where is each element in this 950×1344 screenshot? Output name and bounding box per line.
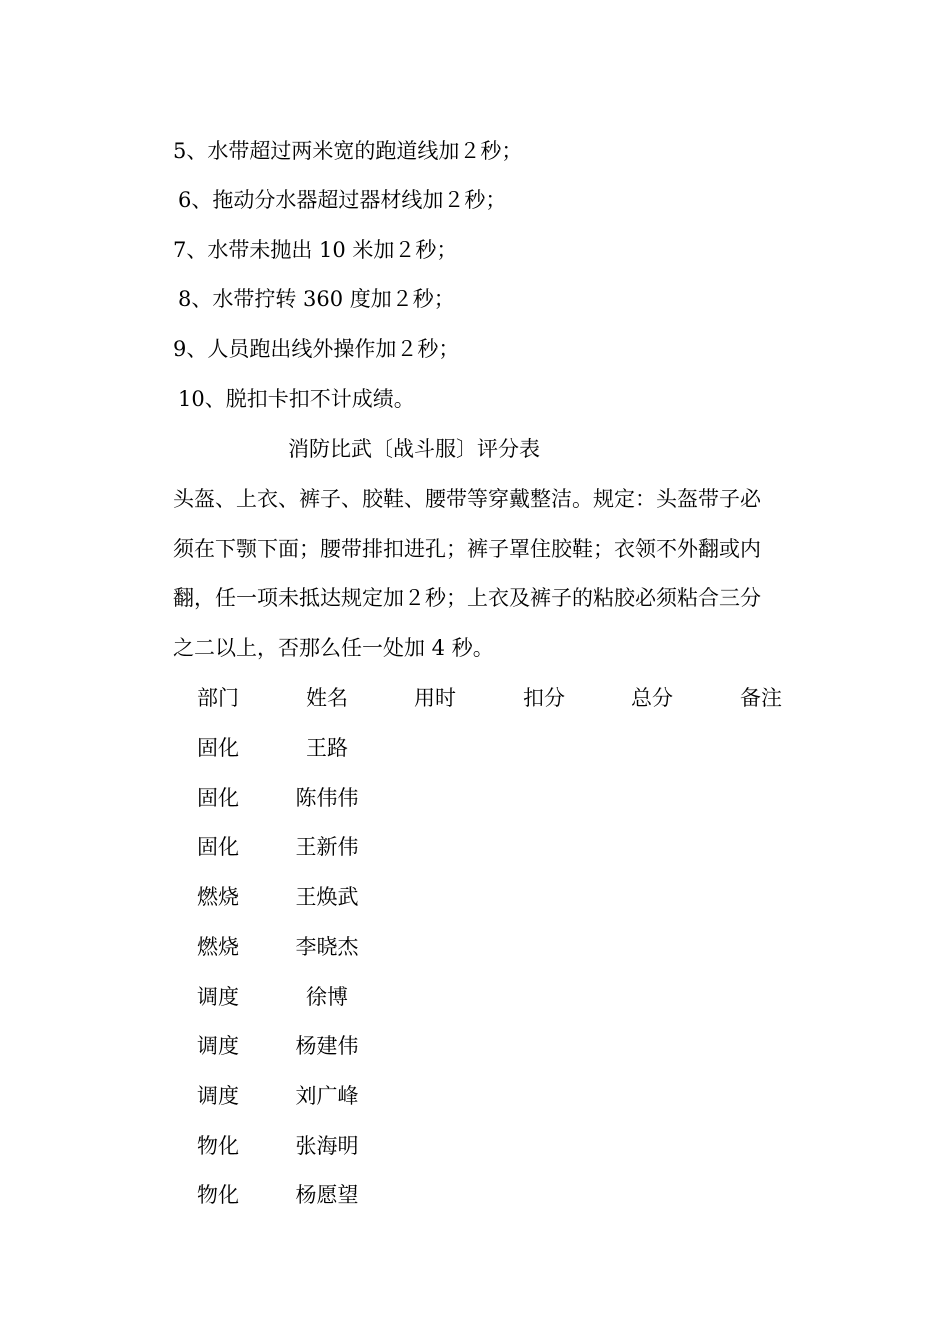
- table-cell-name: 徐博: [306, 985, 348, 1009]
- table-header-total: 总分: [631, 686, 673, 710]
- rule-item: 10、脱扣卡扣不计成绩。: [178, 387, 415, 411]
- rule-item: 5、水带超过两米宽的跑道线加２秒；: [173, 139, 523, 163]
- table-header-time: 用时: [414, 686, 456, 710]
- table-cell-department: 固化: [197, 736, 239, 760]
- table-header-name: 姓名: [306, 686, 348, 710]
- rule-item: 8、水带拧转 360 度加２秒；: [178, 287, 455, 311]
- table-cell-name: 王路: [306, 736, 348, 760]
- table-cell-department: 固化: [197, 835, 239, 859]
- paragraph-line: 头盔、上衣、裤子、胶鞋、腰带等穿戴整洁。规定：头盔带子必: [173, 487, 761, 511]
- table-cell-name: 杨建伟: [295, 1034, 359, 1058]
- table-cell-name: 刘广峰: [295, 1084, 359, 1108]
- table-cell-name: 王新伟: [295, 835, 359, 859]
- paragraph-line: 翻，任一项未抵达规定加２秒；上衣及裤子的粘胶必须粘合三分: [173, 586, 761, 610]
- table-cell-department: 物化: [197, 1183, 239, 1207]
- table-header-remarks: 备注: [740, 686, 782, 710]
- table-cell-name: 张海明: [295, 1134, 359, 1158]
- table-cell-department: 调度: [197, 1084, 239, 1108]
- table-cell-department: 燃烧: [197, 885, 239, 909]
- rule-item: 6、拖动分水器超过器材线加２秒；: [178, 188, 507, 212]
- table-header-deduction: 扣分: [523, 686, 565, 710]
- table-cell-name: 李晓杰: [295, 935, 359, 959]
- paragraph-line: 之二以上，否那么任一处加 4 秒。: [173, 636, 494, 660]
- rule-item: 9、人员跑出线外操作加２秒；: [173, 337, 460, 361]
- table-cell-department: 固化: [197, 786, 239, 810]
- table-cell-name: 杨愿望: [295, 1183, 359, 1207]
- rule-item: 7、水带未抛出 10 米加２秒；: [173, 238, 458, 262]
- table-header-department: 部门: [197, 686, 239, 710]
- section-title: 消防比武〔战斗服〕评分表: [288, 437, 540, 461]
- table-cell-department: 调度: [197, 985, 239, 1009]
- table-cell-name: 陈伟伟: [295, 786, 359, 810]
- table-cell-department: 燃烧: [197, 935, 239, 959]
- table-cell-department: 物化: [197, 1134, 239, 1158]
- paragraph-line: 须在下颚下面；腰带排扣进孔；裤子罩住胶鞋；衣领不外翻或内: [173, 537, 761, 561]
- table-cell-department: 调度: [197, 1034, 239, 1058]
- table-cell-name: 王焕武: [295, 885, 359, 909]
